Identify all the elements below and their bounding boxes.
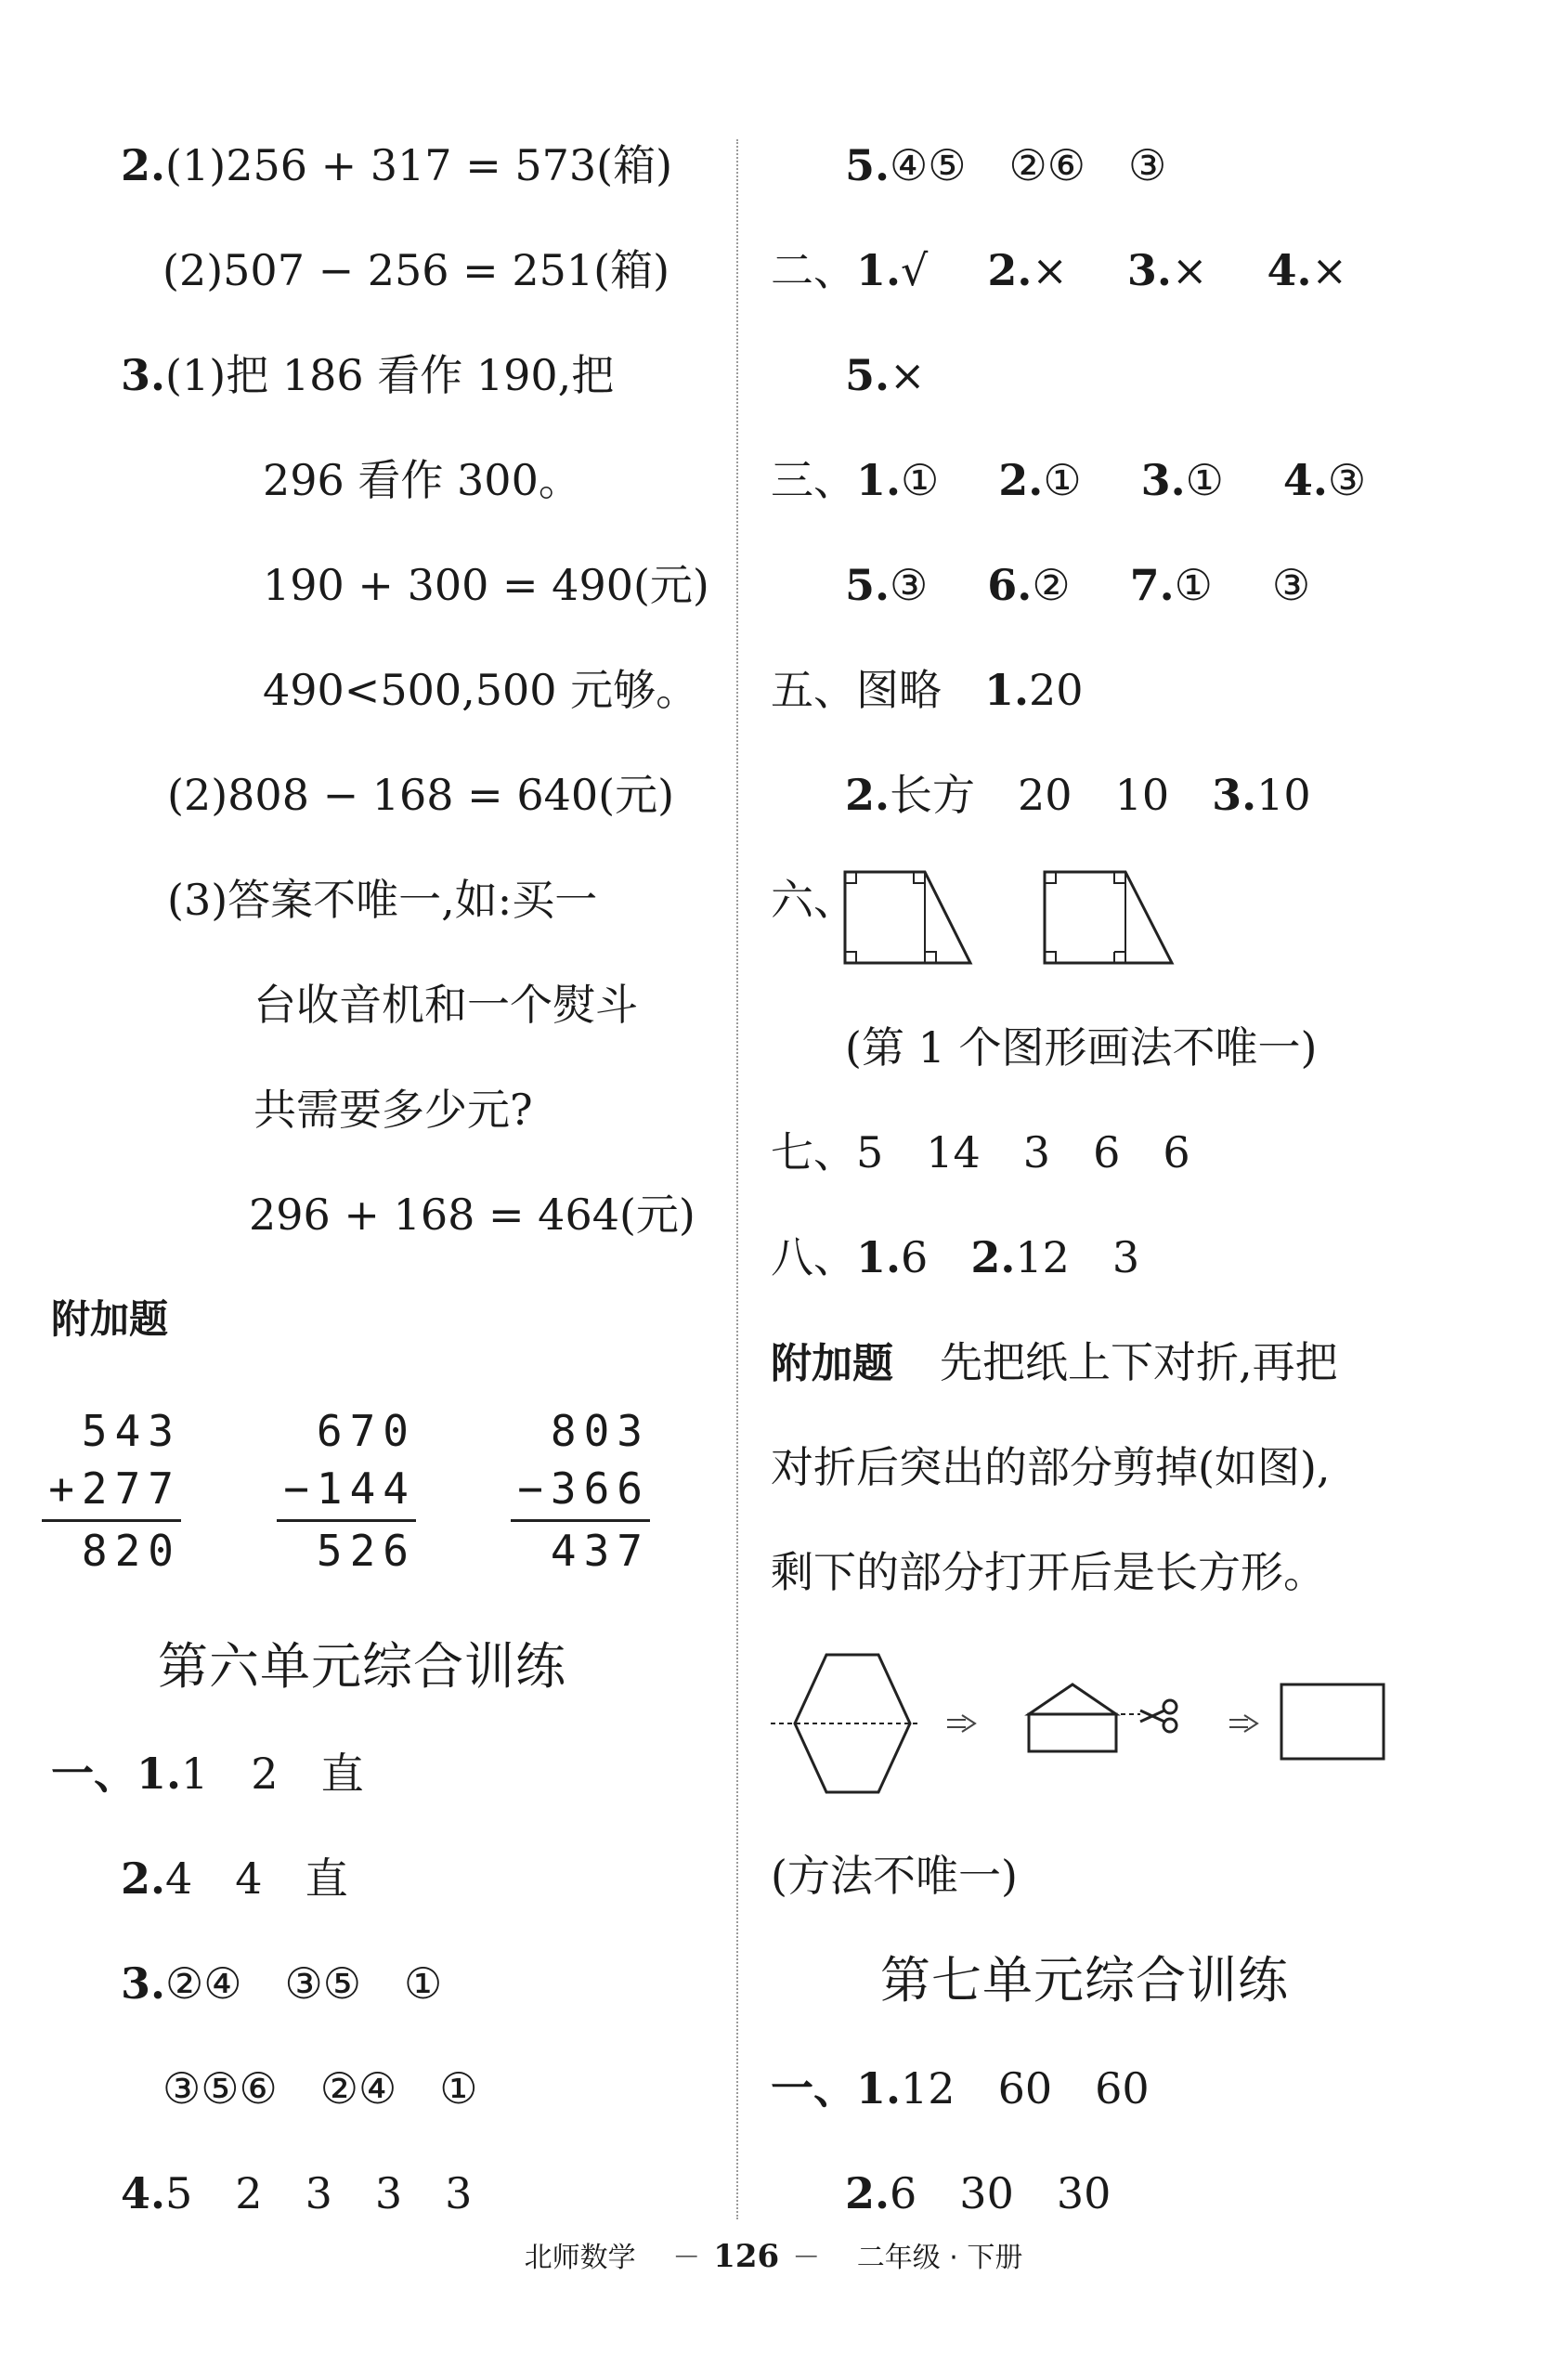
answer-3-1: 3.(1)把 186 看作 190,把 [121, 350, 615, 400]
unit6-answer-1-4: 4.5 2 3 3 3 [121, 2168, 473, 2218]
footer-book: 北师数学 [524, 2242, 636, 2274]
bonus-right-line3: 剩下的部分打开后是长方形。 [771, 1547, 1326, 1597]
section-6-label: 六、 [771, 875, 856, 925]
section-5-answers-line2: 2.长方 20 10 3.10 [845, 770, 1311, 820]
answer-2-1: 2.(1)256 + 317 = 573(箱) [121, 140, 673, 190]
answer-3-3-line3: 共需要多少元? [254, 1085, 533, 1135]
answer-3-3-line4: 296 + 168 = 464(元) [249, 1190, 696, 1240]
unit7-answer-1-1: 一、1.12 60 60 [771, 2063, 1150, 2113]
unit7-title: 第七单元综合训练 [880, 1951, 1289, 2009]
unit6-answer-1-1: 一、1.1 2 直 [51, 1749, 364, 1799]
trapezoid-figure-1 [840, 868, 970, 970]
vertical-calc-1: 543 +277 820 [42, 1402, 181, 1580]
answer-5: 5.④⑤ ②⑥ ③ [845, 140, 1167, 190]
unit6-title: 第六单元综合训练 [158, 1637, 566, 1696]
vertical-calc-3: 803 −366 437 [511, 1402, 650, 1580]
arrow-icon [947, 1715, 975, 1732]
answer-3-1-line4: 490<500,500 元够。 [263, 665, 699, 715]
answer-3-2: (2)808 − 168 = 640(元) [167, 770, 675, 820]
answer-3-3-line2: 台收音机和一个熨斗 [254, 980, 638, 1030]
section-3-answers-line2: 5.③ 6.② 7.① ③ [845, 560, 1311, 610]
answer-3-1-line3: 190 + 300 = 490(元) [263, 560, 709, 610]
section-6-note: (第 1 个图形画法不唯一) [845, 1022, 1318, 1073]
unit7-answer-1-2: 2.6 30 30 [845, 2168, 1112, 2218]
unit6-answer-1-3-line2: ③⑤⑥ ②④ ① [162, 2063, 478, 2113]
arrow-icon [1229, 1715, 1257, 1732]
unit6-answer-1-2: 2.4 4 直 [121, 1853, 348, 1904]
column-divider [736, 139, 738, 2219]
rectangle-result [1281, 1684, 1384, 1759]
folding-diagram [769, 1651, 1391, 1801]
section-2-answers: 二、1.√ 2.× 3.× 4.× [771, 245, 1348, 295]
section-3-answers: 三、1.① 2.① 3.① 4.③ [771, 455, 1367, 505]
answer-2-2: (2)507 − 256 = 251(箱) [162, 245, 670, 295]
answer-3-3: (3)答案不唯一,如:买一 [167, 875, 598, 925]
bonus-right-line2: 对折后突出的部分剪掉(如图), [771, 1442, 1331, 1492]
scissors-icon [1140, 1700, 1176, 1732]
bonus-right-line1: 附加题 先把纸上下对折,再把 [771, 1337, 1338, 1387]
section-2-answer-5: 5.× [845, 350, 926, 400]
bonus-right-note: (方法不唯一) [771, 1851, 1018, 1901]
section-8-answers: 八、1.6 2.12 3 [771, 1232, 1140, 1282]
page-number: 126 [713, 2238, 780, 2275]
answer-3-1-line2: 296 看作 300。 [263, 455, 581, 505]
page-footer: 北师数学 － 126 － 二年级 · 下册 [524, 2238, 1023, 2275]
unit6-answer-1-3: 3.②④ ③⑤ ① [121, 1958, 443, 2009]
vertical-calc-2: 670 −144 526 [277, 1402, 416, 1580]
bonus-heading-left: 附加题 [51, 1296, 169, 1342]
trapezoid-figure-2 [1040, 868, 1179, 970]
hexagon-shape [795, 1655, 910, 1792]
section-5-answers: 五、图略 1.20 [771, 665, 1084, 715]
section-7-answers: 七、5 14 3 6 6 [771, 1127, 1190, 1177]
footer-grade: 二年级 · 下册 [856, 2242, 1023, 2274]
folded-triangle [1029, 1684, 1116, 1714]
